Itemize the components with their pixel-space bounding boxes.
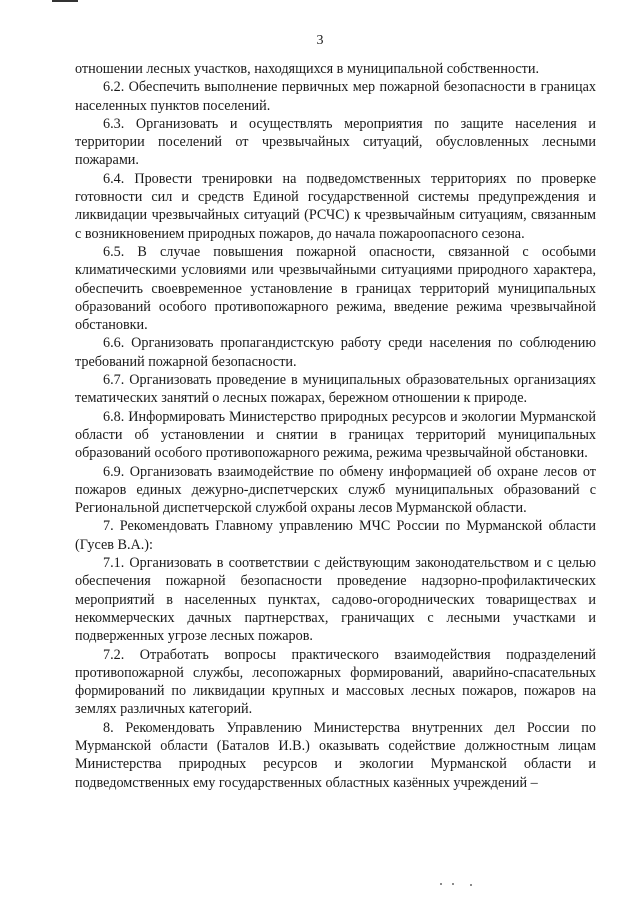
paragraph-7: 7. Рекомендовать Главному управлению МЧС России по Мурманской области (Гусев В.А.): [75,518,596,553]
paragraph-8: 8. Рекомендовать Управлению Министерства внутренних дел России по Мурманской области (Баталов И.В.) оказывать содействие должностным лицам Министерства природных ресурсов и экологии Мурманской области и подведомственных ему государственных областных казённых учреждений – [75,719,596,791]
scan-speck [440,883,442,885]
page-number: 3 [316,33,324,48]
paragraph-continuation: отношении лесных участков, находящихся в муниципальной собственности. [75,61,540,77]
paragraph-6-5: 6.5. В случае повышения пожарной опасности, связанной с особыми климатическими условиями или чрезвычайными ситуациями природного характера, обеспечить своевременное установление в границах территорий муниципальных образований особого противопожарного режима, введение режима чрезвычайной обстановки. [75,243,596,334]
paragraph-6-4: 6.4. Провести тренировки на подведомственных территориях по проверке готовности сил и средств Единой государственной системы предупреждения и ликвидации чрезвычайных ситуаций (РСЧС) к чрезвычайным ситуациям, связанным с возникновением природных пожаров, до начала пожароопасного сезона. [75,170,596,242]
paragraph-6-7: 6.7. Организовать проведение в муниципальных образовательных организациях тематических занятий о лесных пожарах, бережном отношении к природе. [75,372,596,407]
paragraph-7-2: 7.2. Отработать вопросы практического взаимодействия подразделений противопожарной службы, лесопожарных формирований, аварийно-спасательных формирований по ликвидации крупных и массовых лесных пожаров, пожаров на землях различных категорий. [75,646,596,718]
paragraph-6-3: 6.3. Организовать и осуществлять мероприятия по защите населения и территории поселений от чрезвычайных ситуаций, обусловленных лесными пожарами. [75,115,596,169]
paragraph-7-1: 7.1. Организовать в соответствии с действующим законодательством и с целью обеспечения пожарной безопасности проведение надзорно-профилактических мероприятий в населенных пунктах, садово-огороднических товариществах и некоммерческих дачных партнерствах, граничащих с лесными участками и подверженных угрозе лесных пожаров. [75,555,596,645]
paragraph-6-6: 6.6. Организовать пропагандистскую работу среди населения по соблюдению требований пожарной безопасности. [75,335,596,370]
document-body [75,60,596,792]
scan-edge-mark [52,0,78,2]
paragraph-6-8: 6.8. Информировать Министерство природных ресурсов и экологии Мурманской области об установлении и снятии в границах территорий муниципальных образований особого противопожарного режима, режима чрезвычайной обстановки. [75,408,596,462]
scan-speck [470,884,472,886]
paragraph-6-2: 6.2. Обеспечить выполнение первичных мер пожарной безопасности в границах населенных пунктов поселений. [75,79,596,114]
paragraph-6-9: 6.9. Организовать взаимодействие по обмену информацией об охране лесов от пожаров единых дежурно-диспетчерских служб муниципальных образований с Региональной диспетчерской службой охраны лесов Мурманской области. [75,463,596,517]
scan-speck [452,883,454,885]
